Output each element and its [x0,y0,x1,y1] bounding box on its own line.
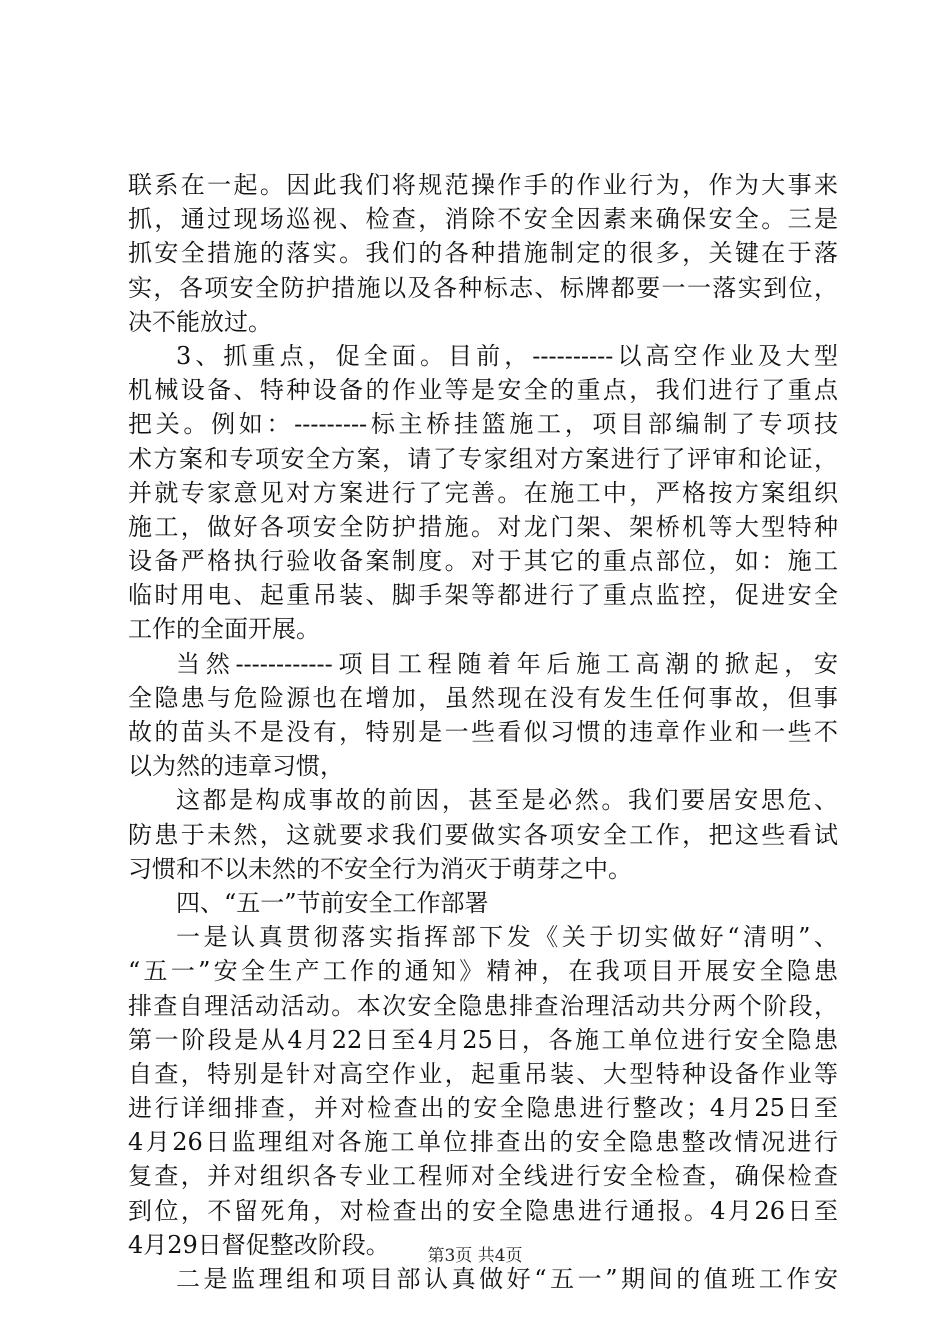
text-line: 联系在一起。因此我们将规范操作手的作业行为，作为大事来 [128,171,838,199]
text-line: 四、“五一”节前安全工作部署 [176,888,489,917]
text-line: 实，各项安全防护措施以及各种标志、标牌都要一一落实到位， [128,273,838,302]
text-line: 以为然的违章习惯， [128,752,344,781]
text-line: 4月26日监理组对各施工单位排查出的安全隐患整改情况进行 [128,1128,838,1157]
text-line: 防患于未然，这就要求我们要做实各项安全工作，把这些看试 [128,820,838,849]
text-line: 这都是构成事故的前因，甚至是必然。我们要居安思危、 [176,786,838,815]
text-line: 临时用电、起重吊装、脚手架等都进行了重点监控，促进安全 [128,581,838,610]
text-line: 排查自理活动活动。本次安全隐患排查治理活动共分两个阶段， [128,991,838,1020]
text-line: 一是认真贯彻落实指挥部下发《关于切实做好“清明”、 [176,923,838,952]
text-line: 抓安全措施的落实。我们的各种措施制定的很多，关键在于落 [128,239,838,268]
text-line: 到位，不留死角，对检查出的安全隐患进行通报。4月26日至 [128,1196,838,1225]
document-body [128,168,838,1296]
text-line: 3、抓重点，促全面。目前，----------以高空作业及大型 [176,341,838,370]
text-line: 术方案和专项安全方案，请了专家组对方案进行了评审和论证， [128,444,838,473]
text-line: 设备严格执行验收备案制度。对于其它的重点部位，如：施工 [128,547,838,576]
text-line: 复查，并对组织各专业工程师对全线进行安全检查，确保检查 [128,1162,838,1191]
text-line: 并就专家意见对方案进行了完善。在施工中，严格按方案组织 [128,478,838,507]
text-line: 进行详细排查，并对检查出的安全隐患进行整改；4月25日至 [128,1094,838,1123]
text-line: 自查，特别是针对高空作业，起重吊装、大型特种设备作业等 [128,1059,838,1088]
text-line: 施工，做好各项安全防护措施。对龙门架、架桥机等大型特种 [128,512,838,541]
text-line: 习惯和不以未然的不安全行为消灭于萌芽之中。 [128,854,632,883]
text-line: 二是监理组和项目部认真做好“五一”期间的值班工作安 [176,1265,838,1293]
text-line: 工作的全面开展。 [128,615,320,644]
text-line: 当然------------项目工程随着年后施工高潮的掀起，安 [176,649,838,678]
text-line: 把关。例如：---------标主桥挂篮施工，项目部编制了专项技 [128,410,838,439]
text-line: 故的苗头不是没有，特别是一些看似习惯的违章作业和一些不 [128,718,838,746]
text-line: 第一阶段是从4月22日至4月25日，各施工单位进行安全隐患 [128,1025,838,1054]
text-line: 抓，通过现场巡视、检查，消除不安全因素来确保安全。三是 [128,205,838,234]
text-line: 机械设备、特种设备的作业等是安全的重点，我们进行了重点 [128,376,838,405]
page-footer: 第3页 共4页 [427,1246,523,1266]
text-line: 决不能放过。 [128,307,272,336]
text-line: “五一”安全生产工作的通知》精神，在我项目开展安全隐患 [128,957,838,986]
text-line: 4月29日督促整改阶段。 [128,1230,390,1259]
text-line: 全隐患与危险源也在增加，虽然现在没有发生任何事故，但事 [128,683,838,712]
